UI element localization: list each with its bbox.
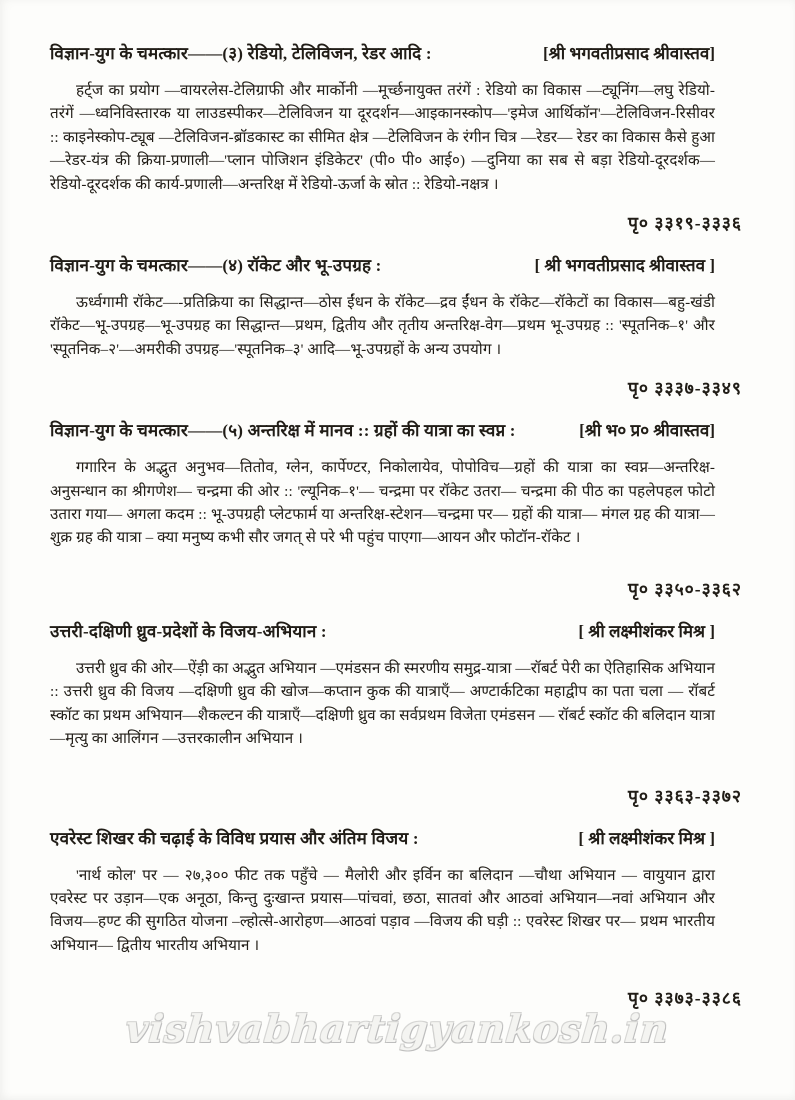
toc-entry xyxy=(50,827,742,1011)
entry-title: एवरेस्ट शिखर की चढ़ाई के विविध प्रयास और अंतिम विजय : xyxy=(50,828,419,848)
entry-title: उत्तरी-दक्षिणी ध्रुव-प्रदेशों के विजय-अभियान : xyxy=(50,621,327,641)
entry-heading xyxy=(50,42,715,66)
toc-entry xyxy=(50,419,742,601)
entry-page-range: पृ० ३३७३-३३८६ xyxy=(627,988,742,1009)
entry-heading xyxy=(50,419,715,443)
entry-author: [ श्री लक्ष्मीशंकर मिश्र ] xyxy=(578,621,715,641)
entry-topics: गगारिन के अद्भुत अनुभव—तितोव, ग्लेन, कार्पेण्टर, निकोलायेव, पोपोविच—ग्रहों की यात्रा का स्वप्न—अन्तरिक्ष-अनुसन्धान का श्रीगणेश— चन्द्रमा की ओर :: 'ल्यूनिक–१'— चन्द्रमा पर रॉकेट उतरा— चन्द्रमा की पीठ का पहलेपहल फोटो उतारा गया— अगला कदम :: भू-उपग्रही प्लेटफार्म या अन्तरिक्ष-स्टेशन—चन्द्रमा पर— ग्रहों की यात्रा— मंगल ग्रह की यात्रा—शुक्र ग्रह की यात्रा – क्या मनुष्य कभी सौर जगत् से परे भी पहुंच पाएगा—आयन और फोटॉन-रॉकेट । xyxy=(50,459,715,547)
entry-page-range: पृ० ३३१९-३३३६ xyxy=(627,213,742,234)
entry-heading xyxy=(50,254,715,278)
toc-entry xyxy=(50,620,742,808)
entry-heading xyxy=(50,827,715,851)
entry-title: विज्ञान-युग के चमत्कार——(३) रेडियो, टेलिविजन, रेडर आदि : xyxy=(50,44,432,63)
entry-page-range: पृ० ३३६३-३३७२ xyxy=(627,785,742,806)
entry-topics: ऊर्ध्वगामी रॉकेट—-प्रतिक्रिया का सिद्धान्त—ठोस ईंधन के रॉकेट—द्रव ईंधन के रॉकेट—रॉकेटों का विकास—बहु-खंडी रॉकेट—भू-उपग्रह—भू-उपग्रह का सिद्धान्त—प्रथम, द्वितीय और तृतीय अन्तरिक्ष-वेग—प्रथम भू-उपग्रह :: 'स्पूतनिक–१' और 'स्पूतनिक–२'—अमरीकी उपग्रह—'स्पूतनिक–३' आदि—भू-उपग्रहों के अन्य उपयोग । xyxy=(50,294,715,358)
entry-title: विज्ञान-युग के चमत्कार——(५) अन्तरिक्ष में मानव :: ग्रहों की यात्रा का स्वप्न : xyxy=(50,421,516,441)
entry-topics: 'नार्थ कोल' पर — २७,३०० फीट तक पहुँचे — मैलोरी और इर्विन का बलिदान —चौथा अभियान — वायुयान द्वारा एवरेस्ट पर उड़ान—एक अनूठा, किन्तु दुःखान्त प्रयास—पांचवां, छठा, सातवां और आठवां अभियान—नवां अभियान और विजय—हण्ट की सुगठित योजना –ल्होत्से-आरोहण—आठवां पड़ाव —विजय की घड़ी :: एवरेस्ट शिखर पर— प्रथम भारतीय अभियान— द्वितीय भारतीय अभियान । xyxy=(50,866,715,954)
entry-page-range: पृ० ३३५०-३३६२ xyxy=(627,578,742,599)
entry-topics: उत्तरी ध्रुव की ओर—ऐंड़ी का अद्भुत अभियान —एमंडसन की स्मरणीय समुद्र-यात्रा —रॉबर्ट पेरी का ऐतिहासिक अभियान :: उत्तरी ध्रुव की विजय —दक्षिणी ध्रुव की खोज—कप्तान कुक की यात्राएँ— अण्टार्कटिका महाद्वीप का पता चला — रॉबर्ट स्कॉट का प्रथम अभियान—शैकल्टन की यात्राएँ—दक्षिणी ध्रुव का सर्वप्रथम विजेता एमंडसन — रॉबर्ट स्कॉट की बलिदान यात्रा —मृत्यु का आलिंगन —उत्तरकालीन अभियान । xyxy=(50,659,715,748)
watermark-text: vishvabhartigyankosh.in xyxy=(124,1006,671,1051)
entry-heading xyxy=(50,620,715,644)
entry-page-range: पृ० ३३३७-३३४९ xyxy=(627,378,742,399)
toc-entry xyxy=(50,254,742,400)
toc-entry xyxy=(50,42,742,235)
entry-author: [ श्री भगवतीप्रसाद श्रीवास्तव ] xyxy=(534,256,715,276)
entry-author: [ श्री लक्ष्मीशंकर मिश्र ] xyxy=(578,828,715,848)
entry-title: विज्ञान-युग के चमत्कार——(४) रॉकेट और भू-उपग्रह : xyxy=(50,256,382,276)
entry-author: [श्री भ० प्र० श्रीवास्तव] xyxy=(579,421,715,441)
entry-author: [श्री भगवतीप्रसाद श्रीवास्तव] xyxy=(543,44,715,63)
entry-topics: हर्ट्ज का प्रयोग —वायरलेस-टेलिग्राफी और मार्कोनी —मूर्च्छनायुक्त तरंगें : रेडियो का विकास —ट्यूनिंग—लघु रेडियो-तरंगें —ध्वनिविस्तारक या लाउडस्पीकर—टेलिविजन या दूरदर्शन—आइकानस्कोप—'इमेज आर्थिकॉन'—टेलिविजन-रिसीवर :: काइनेस्कोप-ट्यूब —टेलिविजन-ब्रॉडकास्ट का सीमित क्षेत्र —टेलिविजन के रंगीन चित्र —रेडर— रेडर का विकास कैसे हुआ—रेडर-यंत्र की क्रिया-प्रणाली—'प्लान पोजिशन इंडिकेटर' (पी० पी० आई०) —दुनिया का सब से बड़ा रेडियो-दूरदर्शक—रेडियो-दूरदर्शक की कार्य-प्रणाली—अन्तरिक्ष में रेडियो-ऊर्जा के स्रोत :: रेडियो-नक्षत्र । xyxy=(50,82,715,193)
